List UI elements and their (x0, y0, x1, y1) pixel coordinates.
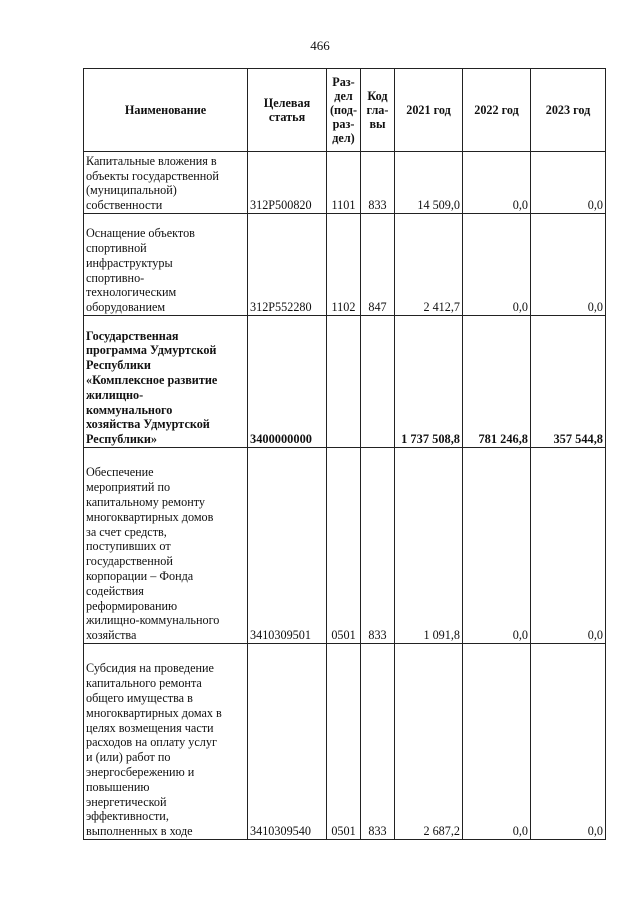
row-value-2023: 0,0 (531, 214, 606, 316)
table-header-row (84, 69, 606, 152)
row-value-2021: 14 509,0 (395, 152, 463, 214)
row-chapter (361, 316, 395, 448)
row-target-code: 3410309501 (248, 448, 327, 644)
budget-table (83, 68, 606, 840)
row-chapter: 847 (361, 214, 395, 316)
row-value-2021: 1 737 508,8 (395, 316, 463, 448)
row-target-code: 312P552280 (248, 214, 327, 316)
header-year-2022: 2022 год (463, 69, 531, 152)
table-row (84, 448, 606, 644)
row-name: Субсидия на проведение капитального ремонта общего имущества в многоквартирных домах в целях возмещения части расходов на оплату услуг и (или) работ по энергосбережению и повышению энергетической эффективности, выполненных в ходе (84, 644, 248, 840)
header-target-article: Целевая статья (248, 69, 327, 152)
table-row (84, 152, 606, 214)
row-target-code: 3400000000 (248, 316, 327, 448)
table-row (84, 316, 606, 448)
header-chapter-code: Код гла-вы (361, 69, 395, 152)
row-name: Капитальные вложения в объекты государственной (муниципальной) собственности (84, 152, 248, 214)
row-target-code: 3410309540 (248, 644, 327, 840)
header-section: Раз-дел (под-раз-дел) (327, 69, 361, 152)
row-section: 1101 (327, 152, 361, 214)
row-name: Оснащение объектов спортивной инфраструктуры спортивно- технологическим оборудованием (84, 214, 248, 316)
row-section: 0501 (327, 448, 361, 644)
table-row (84, 214, 606, 316)
row-value-2023: 0,0 (531, 152, 606, 214)
header-year-2023: 2023 год (531, 69, 606, 152)
row-value-2023: 0,0 (531, 644, 606, 840)
row-value-2023: 0,0 (531, 448, 606, 644)
header-name: Наименование (84, 69, 248, 152)
table-row (84, 644, 606, 840)
row-value-2022: 0,0 (463, 448, 531, 644)
row-value-2022: 0,0 (463, 152, 531, 214)
row-section (327, 316, 361, 448)
row-value-2022: 0,0 (463, 214, 531, 316)
header-year-2021: 2021 год (395, 69, 463, 152)
row-chapter: 833 (361, 644, 395, 840)
row-value-2021: 1 091,8 (395, 448, 463, 644)
row-value-2021: 2 412,7 (395, 214, 463, 316)
row-section: 0501 (327, 644, 361, 840)
row-target-code: 312P500820 (248, 152, 327, 214)
row-value-2021: 2 687,2 (395, 644, 463, 840)
row-section: 1102 (327, 214, 361, 316)
row-value-2022: 0,0 (463, 644, 531, 840)
row-name: Государственная программа Удмуртской Республики «Комплексное развитие жилищно- коммунального хозяйства Удмуртской Республики» (84, 316, 248, 448)
row-name: Обеспечение мероприятий по капитальному ремонту многоквартирных домов за счет средств, поступивших от государственной корпорации – Фонда содействия реформированию жилищно-коммунального хозяйства (84, 448, 248, 644)
row-value-2023: 357 544,8 (531, 316, 606, 448)
row-chapter: 833 (361, 448, 395, 644)
page-number: 466 (310, 38, 330, 53)
row-chapter: 833 (361, 152, 395, 214)
row-value-2022: 781 246,8 (463, 316, 531, 448)
